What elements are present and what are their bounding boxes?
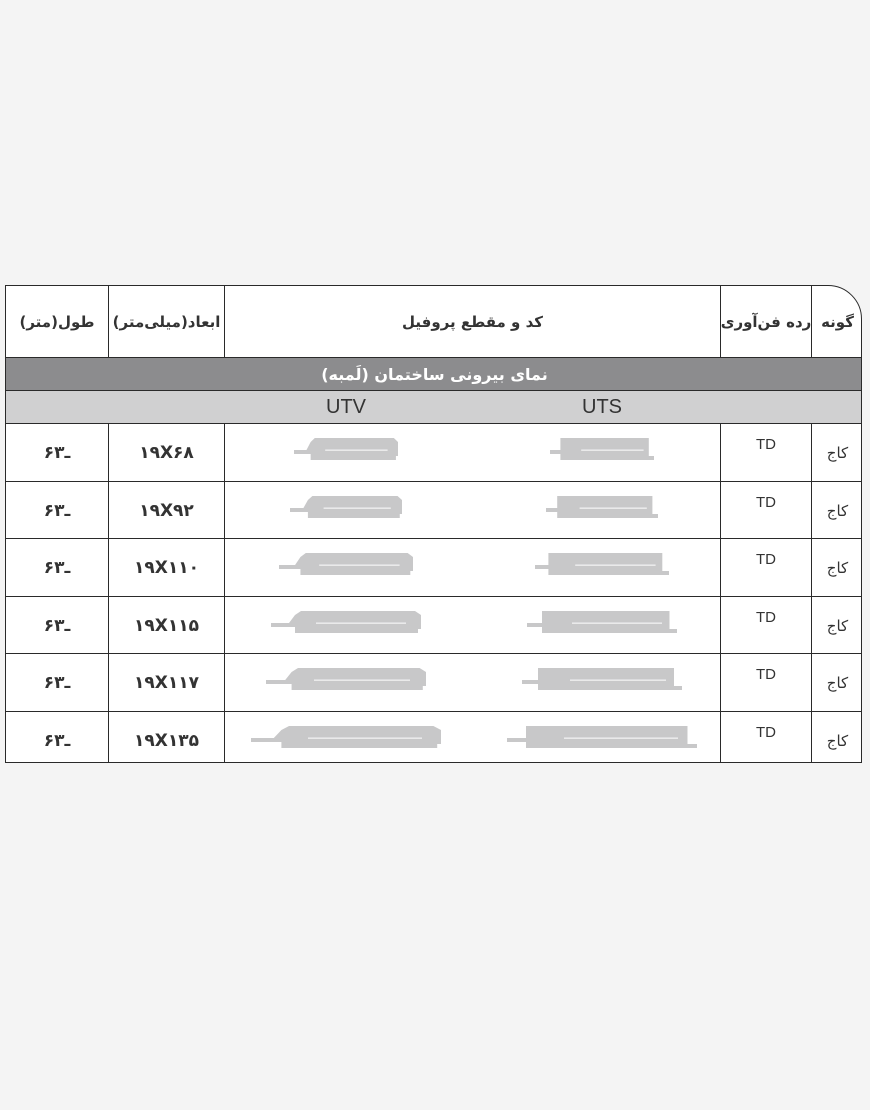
header-length: طول(متر) xyxy=(19,312,95,331)
column-divider xyxy=(108,538,109,596)
cell-dimensions: ۱۹X۱۱۵ xyxy=(134,615,199,636)
cell-grade: TD xyxy=(756,436,776,453)
column-divider xyxy=(108,711,109,763)
cell-length: ۶ـ۳ xyxy=(43,615,71,636)
profile-code-bar xyxy=(6,391,862,423)
header-profile: کد و مقطع پروفیل xyxy=(402,312,543,331)
column-divider xyxy=(720,711,721,763)
column-divider xyxy=(224,596,225,654)
utv-profile-drawing xyxy=(266,668,426,690)
uts-profile-drawing xyxy=(535,553,669,575)
column-divider xyxy=(720,481,721,539)
cell-grade: TD xyxy=(756,724,776,741)
column-divider xyxy=(108,481,109,539)
cell-species: کاج xyxy=(826,558,849,577)
utv-profile-drawing xyxy=(251,726,441,748)
header-dimensions: ابعاد(میلی‌متر) xyxy=(112,312,221,331)
uts-profile-drawing xyxy=(522,668,682,690)
cell-length: ۶ـ۳ xyxy=(43,442,71,463)
cell-length: ۶ـ۳ xyxy=(43,672,71,693)
cell-length: ۶ـ۳ xyxy=(43,557,71,578)
profile-code-uts: UTS xyxy=(582,396,622,418)
column-divider xyxy=(811,481,812,539)
profile-code-utv: UTV xyxy=(326,396,366,418)
column-divider xyxy=(720,538,721,596)
column-divider xyxy=(108,596,109,654)
header-divider xyxy=(224,286,225,357)
cell-species: کاج xyxy=(826,731,849,750)
column-divider xyxy=(224,538,225,596)
header-divider xyxy=(108,286,109,357)
column-divider xyxy=(224,653,225,711)
header-species: گونه xyxy=(821,312,854,331)
column-divider xyxy=(720,653,721,711)
cell-length: ۶ـ۳ xyxy=(43,730,71,751)
utv-profile-drawing xyxy=(290,496,402,518)
cell-species: کاج xyxy=(826,673,849,692)
header-divider xyxy=(811,286,812,357)
cell-dimensions: ۱۹X۹۲ xyxy=(139,500,194,521)
column-divider xyxy=(720,596,721,654)
column-divider xyxy=(224,711,225,763)
column-divider xyxy=(811,538,812,596)
header-grade: رده فن‌آوری xyxy=(720,312,812,331)
column-divider xyxy=(108,423,109,481)
column-divider xyxy=(811,596,812,654)
profile-table xyxy=(5,285,862,763)
utv-profile-drawing xyxy=(279,553,413,575)
column-divider xyxy=(811,423,812,481)
uts-profile-drawing xyxy=(507,726,697,748)
utv-profile-drawing xyxy=(271,611,421,633)
utv-profile-drawing xyxy=(294,438,398,460)
cell-species: کاج xyxy=(826,616,849,635)
column-divider xyxy=(224,423,225,481)
column-divider xyxy=(720,423,721,481)
column-divider xyxy=(108,653,109,711)
cell-dimensions: ۱۹X۱۱۰ xyxy=(134,557,199,578)
cell-grade: TD xyxy=(756,551,776,568)
uts-profile-drawing xyxy=(550,438,654,460)
cell-species: کاج xyxy=(826,443,849,462)
cell-dimensions: ۱۹X۶۸ xyxy=(139,442,194,463)
header-divider xyxy=(720,286,721,357)
column-divider xyxy=(811,653,812,711)
section-title: نمای بیرونی ساختمان (لَمبه) xyxy=(6,357,862,391)
cell-dimensions: ۱۹X۱۳۵ xyxy=(134,730,199,751)
uts-profile-drawing xyxy=(527,611,677,633)
uts-profile-drawing xyxy=(546,496,658,518)
cell-length: ۶ـ۳ xyxy=(43,500,71,521)
column-divider xyxy=(224,481,225,539)
cell-grade: TD xyxy=(756,494,776,511)
cell-species: کاج xyxy=(826,501,849,520)
column-divider xyxy=(811,711,812,763)
cell-dimensions: ۱۹X۱۱۷ xyxy=(134,672,199,693)
cell-grade: TD xyxy=(756,609,776,626)
cell-grade: TD xyxy=(756,666,776,683)
